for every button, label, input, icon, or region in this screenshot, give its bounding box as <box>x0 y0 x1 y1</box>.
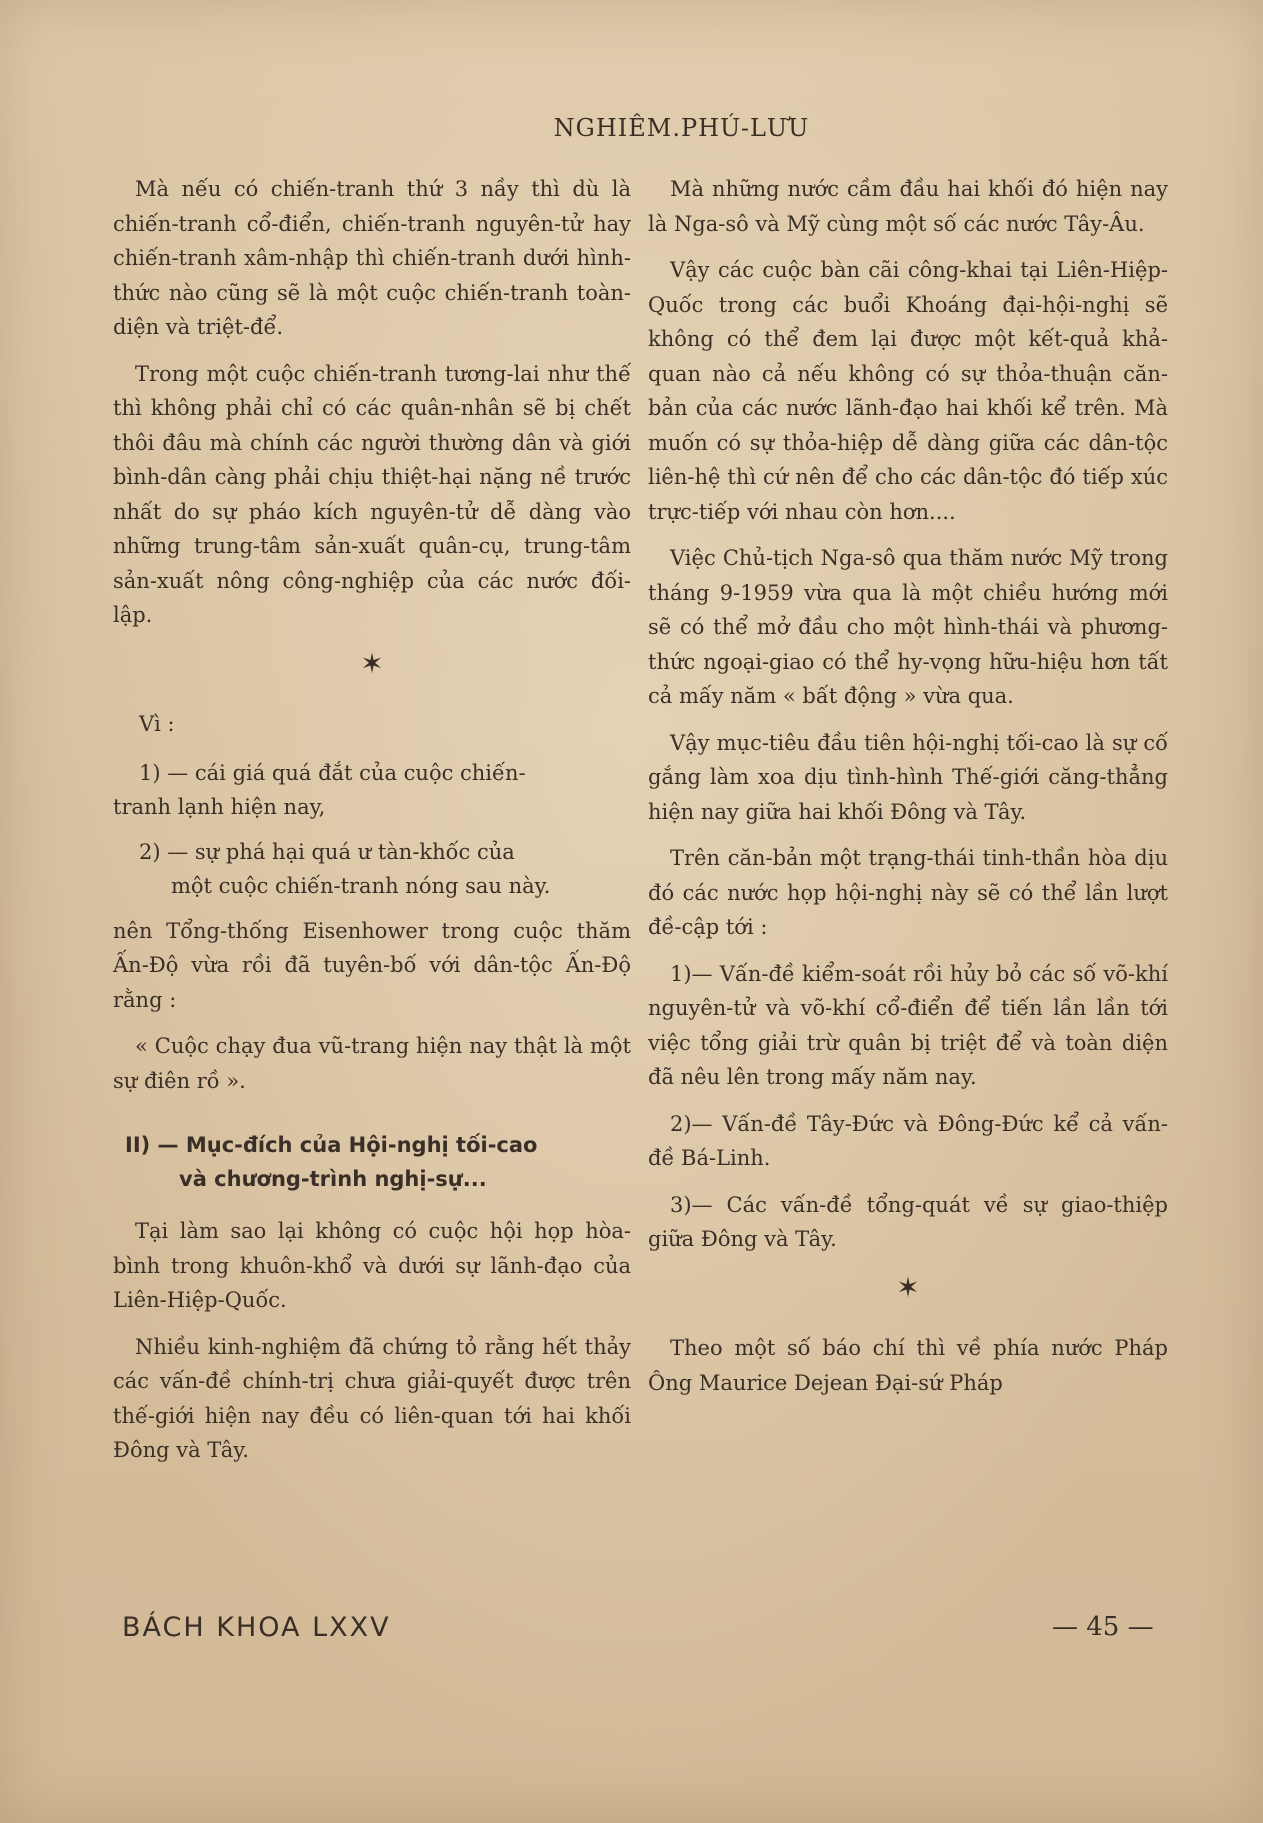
list-item-line: một cuộc chiến-tranh nóng sau này. <box>171 874 551 898</box>
right-column <box>648 172 1168 1412</box>
paragraph: 3)— Các vấn-đề tổng-quát về sự giao-thiệp giữa Đông và Tây. <box>648 1192 1168 1251</box>
star-ornament-icon: ✶ <box>896 1270 920 1304</box>
page-number: — 45 — <box>1052 1612 1154 1642</box>
running-head: NGHIÊM.PHÚ-LƯU <box>553 114 810 142</box>
star-ornament-icon: ✶ <box>360 646 384 680</box>
paragraph: Nhiều kinh-nghiệm đã chứng tỏ rằng hết thảy các vấn-đề chính-trị chưa giải-quyết được trên thế-giới hiện nay đều có liên-quan tới hai khối Đông và Tây. <box>113 1334 631 1462</box>
quote: « Cuộc chạy đua vũ-trang hiện nay thật là một sự điên rồ ». <box>113 1034 631 1093</box>
list-item-line: tranh lạnh hiện nay, <box>113 795 326 819</box>
paragraph: Tại làm sao lại không có cuộc hội họp hòa-bình trong khuôn-khổ và dưới sự lãnh-đạo của Liên-Hiệp-Quốc. <box>113 1219 631 1312</box>
list-item <box>113 756 631 825</box>
footer-publication: BÁCH KHOA LXXV <box>122 1612 391 1643</box>
paragraph: Mà những nước cầm đầu hai khối đó hiện nay là Nga-sô và Mỹ cùng một số các nước Tây-Âu. <box>648 177 1168 236</box>
section-heading-line: II) — Mục-đích của Hội-nghị tối-cao <box>125 1133 538 1157</box>
left-column <box>113 172 631 1480</box>
paragraph: Trên căn-bản một trạng-thái tinh-thần hòa dịu đó các nước họp hội-nghị này sẽ có thể lần lượt đề-cập tới : <box>648 846 1168 939</box>
section-heading-line: và chương-trình nghị-sự... <box>179 1167 487 1191</box>
list-item-line: 2) — sự phá hại quá ư tàn-khốc của <box>139 839 515 864</box>
paragraph: Trong một cuộc chiến-tranh tương-lai như thế thì không phải chỉ có các quân-nhân sẽ bị chết thôi đâu mà chính các người thường dân và giới bình-dân càng phải chịu thiệt-hại nặng nề trước nhất do sự pháo kích nguyên-tử dễ dàng vào những trung-tâm sản-xuất quân-cụ, trung-tâm sản-xuất nông công-nghiệp của các nước đối-lập. <box>113 361 631 627</box>
section-heading <box>113 1128 631 1196</box>
list-intro: Vì : <box>139 712 175 736</box>
paragraph: Vậy mục-tiêu đầu tiên hội-nghị tối-cao là sự cố gắng làm xoa dịu tình-hình Thế-giới căng-thẳng hiện nay giữa hai khối Đông và Tây. <box>648 730 1168 824</box>
paragraph: Việc Chủ-tịch Nga-sô qua thăm nước Mỹ trong tháng 9-1959 vừa qua là một chiều hướng mới sẽ có thể mở đầu cho một hình-thái và phương-thức ngoại-giao có thể hy-vọng hữu-hiệu hơn tất cả mấy năm « bất động » vừa qua. <box>648 546 1168 708</box>
paragraph: Vậy các cuộc bàn cãi công-khai tại Liên-Hiệp-Quốc trong các buổi Khoáng đại-hội-nghị sẽ không có thể đem lại được một kết-quả khả-quan nào cả nếu không có sự thỏa-thuận căn-bản của các nước lãnh-đạo hai khối kể trên. Mà muốn có sự thỏa-hiệp dễ dàng giữa các dân-tộc liên-hệ thì cứ nên để cho các dân-tộc đó tiếp xúc trực-tiếp với nhau còn hơn.... <box>648 258 1168 524</box>
list-item-line: 1) — cái giá quá đắt của cuộc chiến- <box>139 760 526 785</box>
paragraph: nên Tổng-thống Eisenhower trong cuộc thăm Ấn-Độ vừa rồi đã tuyên-bố với dân-tộc Ấn-Độ rằng : <box>113 918 631 1012</box>
paragraph: 1)— Vấn-đề kiểm-soát rồi hủy bỏ các số võ-khí nguyên-tử và võ-khí cổ-điển để tiến lần lần tới việc tổng giải trừ quân bị triệt để và toàn diện đã nêu lên trong mấy năm nay. <box>648 961 1168 1089</box>
paragraph: 2)— Vấn-đề Tây-Đức và Đông-Đức kể cả vấn-đề Bá-Linh. <box>648 1111 1168 1170</box>
list-item <box>113 835 631 904</box>
paragraph: Theo một số báo chí thì về phía nước Pháp Ông Maurice Dejean Đại-sứ Pháp <box>648 1336 1168 1395</box>
paragraph: Mà nếu có chiến-tranh thứ 3 nầy thì dù là chiến-tranh cổ-điển, chiến-tranh nguyên-tử hay chiến-tranh xâm-nhập thì chiến-tranh dưới hình-thức nào cũng sẽ là một cuộc chiến-tranh toàn-diện và triệt-để. <box>113 177 631 339</box>
